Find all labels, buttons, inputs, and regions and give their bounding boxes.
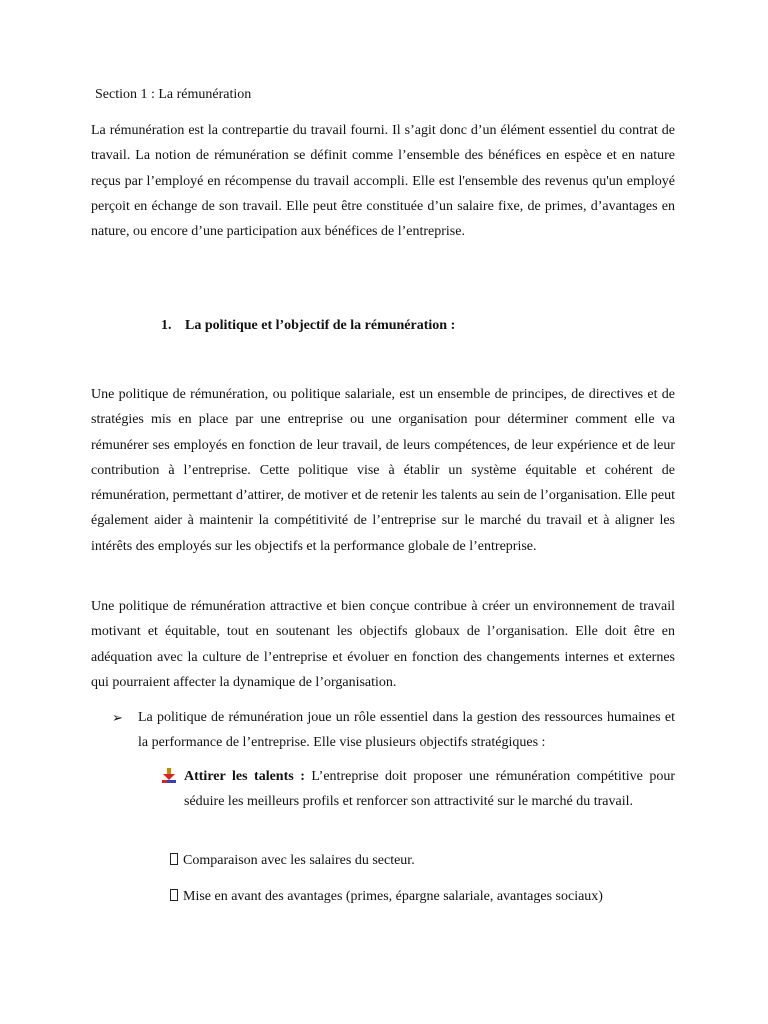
arrow-bullet-icon: ➢ [112,710,123,725]
list-item [170,851,675,871]
sub-bullet-attirer-talents [160,764,675,815]
checkbox-glyph-icon [170,853,178,865]
bullet-objectives [112,705,675,756]
list-item-text: Comparaison avec les salaires du secteur. [183,853,415,868]
arrow-down-colored-icon [160,768,178,784]
heading-text: La politique et l’objectif de la rémunération : [185,318,456,333]
list-item-text: Mise en avant des avantages (primes, épargne salariale, avantages sociaux) [183,889,603,904]
bullet-text: La politique de rémunération joue un rôle essentiel dans la gestion des ressources humaines et la performance de l’entreprise. Elle vise plusieurs objectifs stratégiques : [138,710,675,751]
paragraph-policy: Une politique de rémunération, ou politique salariale, est un ensemble de principes, de directives et de stratégies mis en place par une entreprise ou une organisation pour déterminer comment elle va rémunérer ses employés en fonction de leur travail, de leurs compétences, de leur expérience et de leur contribution à l’entreprise. Cette politique vise à établir un système équitable et cohérent de rémunération, permettant d’attirer, de motiver et de retenir les talents au sein de l’organisation. Elle peut également aider à maintenir la compétitivité de l’entreprise sur le marché du travail et à aligner les intérêts des employés sur les objectifs et la performance globale de l’entreprise. [91,387,675,554]
sub-bullet-label: Attirer les talents : [184,769,305,784]
heading-politique [161,316,661,336]
sub-bullet-body: L’entreprise doit proposer une rémunération compétitive pour séduire les meilleurs profils et renforcer son attractivité sur le marché du travail. [184,769,675,810]
sub-bullet-text [184,764,675,815]
arrow-down-colored-icon-svg [160,768,178,784]
heading-number: 1. [161,318,172,333]
paragraph-attractive: Une politique de rémunération attractive et bien conçue contribue à créer un environnement de travail motivant et équitable, tout en soutenant les objectifs globaux de l’organisation. Elle doit être en adéquation avec la culture de l’entreprise et évoluer en fonction des changements internes et externes qui pourraient affecter la dynamique de l’organisation. [91,599,675,690]
checkbox-glyph-icon [170,889,178,901]
section-title: Section 1 : La rémunération [95,87,252,102]
paragraph-intro: La rémunération est la contrepartie du travail fourni. Il s’agit donc d’un élément essentiel du contrat de travail. La notion de rémunération se définit comme l’ensemble des bénéfices en espèce et en nature reçus par l’employé en récompense du travail accompli. Elle est l'ensemble des revenus qu'un employé perçoit en échange de son travail. Elle peut être constituée d’un salaire fixe, de primes, d’avantages en nature, ou encore d’une participation aux bénéfices de l’entreprise. [91,123,675,240]
list-item [170,887,675,907]
